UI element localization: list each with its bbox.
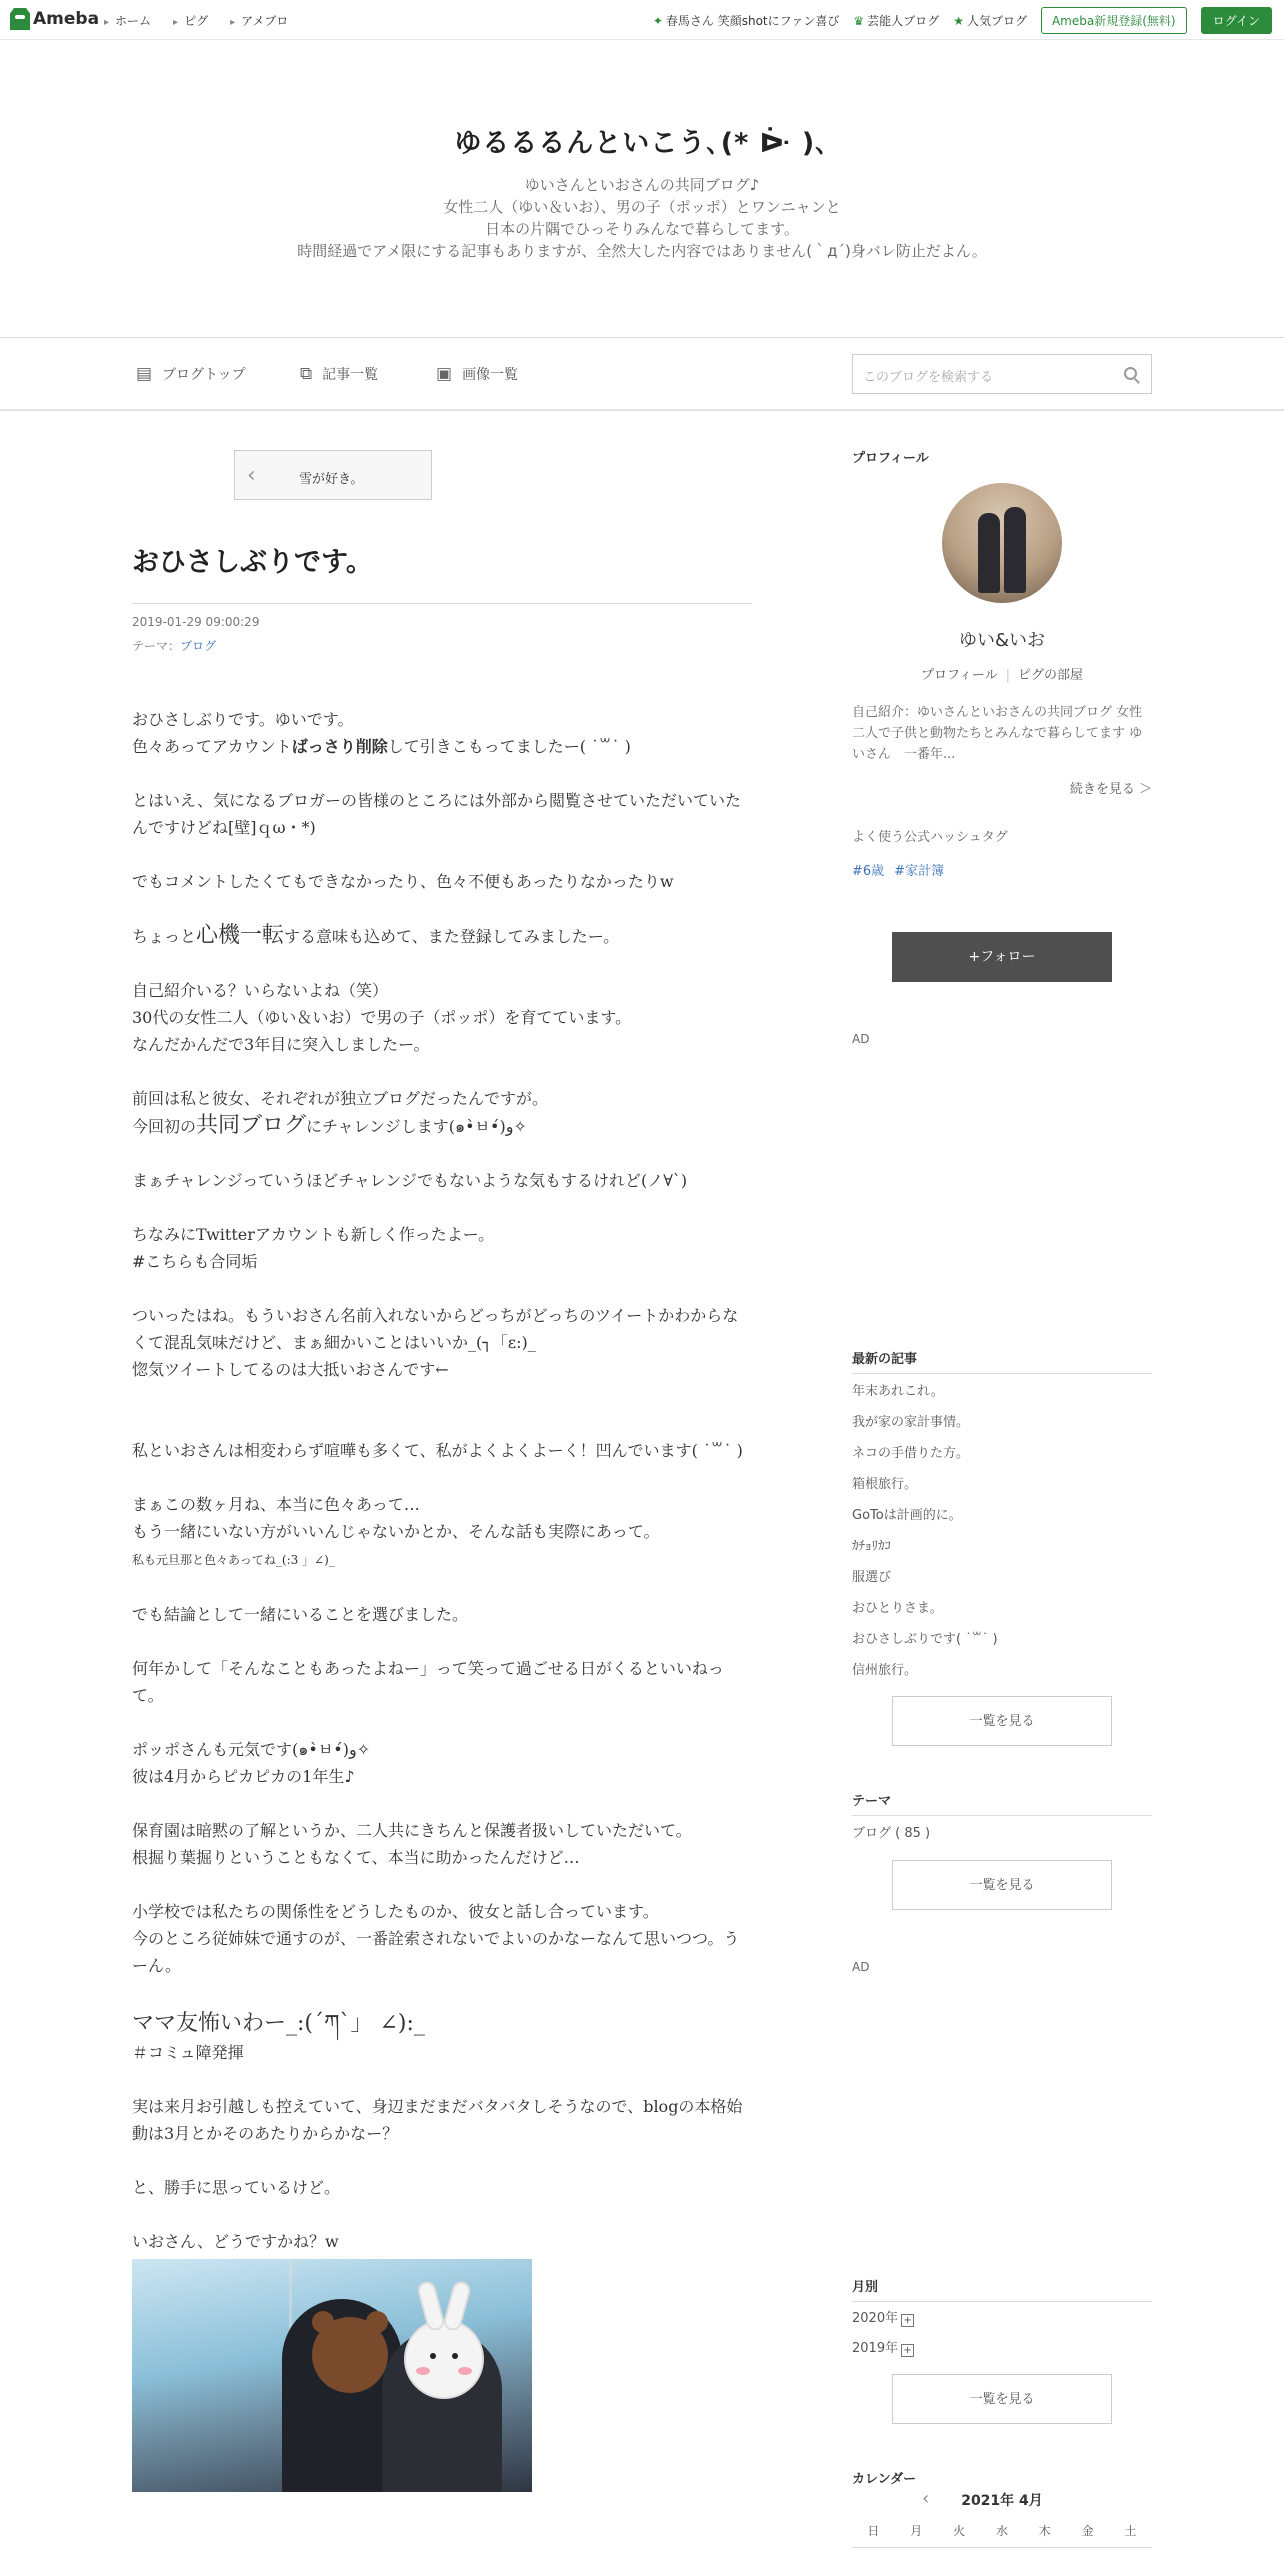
bunny-sticker-icon	[404, 2319, 484, 2399]
article-theme-link[interactable]: ブログ	[180, 639, 217, 653]
article-title[interactable]: おひさしぶりです。	[132, 540, 752, 604]
blog-description: ゆいさんといおさんの共同ブログ♪ 女性二人（ゆい＆いお）、男の子（ポッポ）とワンニャンと 日本の片隅でひっそりみんなで暮らしてます。 時間経過でアメ限にする記事もありますが、全然大した内容ではありません(｀д´)身バレ防止だよん。	[297, 176, 987, 260]
global-nav	[104, 12, 288, 29]
theme-heading: テーマ	[852, 1790, 1152, 1816]
article-date: 2019-01-29 09:00:29	[132, 615, 260, 629]
pig-room-link[interactable]: ピグの部屋	[1018, 668, 1084, 683]
expand-icon[interactable]: +	[901, 2314, 914, 2327]
hashtag-heading: よく使う公式ハッシュタグ	[852, 830, 1008, 845]
monthly-heading: 月別	[852, 2276, 1152, 2302]
expand-icon[interactable]: +	[901, 2344, 914, 2357]
article-subheading: ママ友怖いわー_:(´ཀ`」 ∠):_	[132, 2011, 425, 2036]
nav-image-list[interactable]: ▣ 画像一覧	[436, 364, 519, 384]
profile-name[interactable]: ゆい&いお	[958, 630, 1046, 651]
chevron-left-icon[interactable]: ‹	[922, 2488, 930, 2509]
list-item[interactable]: ブログ ( 85 )	[852, 1826, 931, 1841]
blog-header	[0, 41, 1284, 337]
ad-label: AD	[852, 1960, 870, 1974]
recent-heading: 最新の記事	[852, 1348, 1152, 1374]
document-icon: ▤	[136, 364, 153, 384]
star-icon: ✦	[652, 14, 663, 28]
blog-search-input[interactable]: このブログを検索する	[852, 354, 1152, 394]
profile-heading: プロフィール	[852, 451, 929, 466]
article-photo[interactable]	[132, 2259, 532, 2492]
list-item[interactable]: GoToは計画的に。	[852, 1508, 962, 1523]
nav-blog-top[interactable]: ▤ ブログトップ	[136, 364, 246, 384]
celebrity-blog-link[interactable]: ♛ 芸能人ブログ	[853, 14, 940, 28]
recent-list	[852, 1376, 1152, 1686]
ameba-logo[interactable]: Ameba	[10, 8, 99, 30]
calendar-weekdays: 日 月 火 水 木 金 土	[852, 2522, 1152, 2548]
news-link[interactable]: ✦ 春馬さん 笑顔shotにファン喜び	[652, 14, 840, 28]
blog-title[interactable]: ゆるるるんといこう､(* ᐕ )､	[454, 128, 830, 159]
popular-blog-link[interactable]: ★ 人気ブログ	[953, 14, 1027, 28]
prev-article-button[interactable]: ‹ 雪が好き。	[234, 450, 432, 500]
calendar-heading: カレンダー	[852, 2472, 917, 2487]
camera-icon: ▣	[436, 364, 453, 384]
ameba-logo-icon	[10, 8, 30, 30]
global-right-links	[653, 7, 1272, 34]
calendar-month: ‹ 2021年 4月	[922, 2488, 1043, 2509]
star-icon: ★	[953, 14, 964, 28]
list-item[interactable]: 信州旅行。	[852, 1663, 918, 1678]
list-item[interactable]: ネコの手借りた方。	[852, 1446, 970, 1461]
theme-more-button[interactable]: 一覧を見る	[892, 1860, 1112, 1910]
blog-nav	[0, 337, 1284, 411]
nav-home[interactable]: ▸ ホーム	[104, 12, 151, 29]
hashtag-list	[852, 860, 954, 879]
global-header	[0, 0, 1284, 40]
signup-button[interactable]: Ameba新規登録(無料)	[1041, 7, 1187, 34]
read-more-link[interactable]: 続きを見る ＞	[1069, 782, 1152, 797]
month-2020[interactable]: 2020年 +	[852, 2304, 1152, 2334]
hashtag-link[interactable]: #こちらも合同垢	[132, 1252, 258, 1271]
list-item[interactable]: 年末あれこれ。	[852, 1384, 944, 1399]
hashtag-6sai[interactable]: #6歳	[852, 864, 885, 879]
ad-label: AD	[852, 1032, 870, 1046]
profile-links: プロフィール | ピグの部屋	[920, 668, 1084, 683]
crown-icon: ♛	[853, 14, 865, 28]
list-item[interactable]: 箱根旅行。	[852, 1477, 918, 1492]
nav-article-list[interactable]: ⧉ 記事一覧	[300, 364, 379, 384]
login-button[interactable]: ログイン	[1201, 7, 1272, 34]
list-item[interactable]: 服選び	[852, 1570, 892, 1585]
chevron-left-icon: ‹	[247, 463, 256, 488]
profile-intro: 自己紹介：ゆいさんといおさんの共同ブログ 女性二人で子供と動物たちとみんなで暮らしてます ゆいさん 一番年...	[852, 705, 1143, 762]
search-icon[interactable]	[1124, 367, 1137, 380]
nav-pig[interactable]: ▸ ピグ	[173, 12, 208, 29]
article-meta: 2019-01-29 09:00:29 テーマ：ブログ	[132, 610, 259, 658]
recent-more-button[interactable]: 一覧を見る	[892, 1696, 1112, 1746]
list-item[interactable]: ｶﾁｮﾘｶｺ	[852, 1539, 891, 1554]
list-item[interactable]: おひとりさま。	[852, 1601, 944, 1616]
bear-sticker-icon	[312, 2317, 388, 2393]
monthly-more-button[interactable]: 一覧を見る	[892, 2374, 1112, 2424]
hashtag-kakeibo[interactable]: #家計簿	[894, 864, 945, 879]
theme-list	[852, 1818, 1152, 1849]
copy-icon: ⧉	[300, 364, 313, 384]
profile-link[interactable]: プロフィール	[920, 668, 998, 683]
list-item[interactable]: 我が家の家計事情。	[852, 1415, 970, 1430]
nav-ameblo[interactable]: ▸ アメブロ	[230, 12, 288, 29]
month-2019[interactable]: 2019年 +	[852, 2334, 1152, 2364]
month-list	[852, 2304, 1152, 2364]
list-item[interactable]: おひさしぶりです( ˙꒳˙ )	[852, 1632, 998, 1647]
follow-button[interactable]: +フォロー	[892, 932, 1112, 982]
avatar[interactable]	[942, 483, 1062, 603]
article-body: おひさしぶりです。ゆいです。 色々あってアカウントばっさり削除して引きこもってましたー( ˙꒳˙ ) とはいえ、気になるブロガーの皆様のところには外部から閲覧させていただいていたんですけどね[壁]ｑω・*) でもコメントしたくてもできなかったり、色々不便もあったりなかったりw ちょっと心機一転する意味も込めて、また登録してみましたー。 自己紹介いる？いらないよね（笑） 30代の女性二人（ゆい＆いお）で男の子（ポッポ）を育てています。 なんだかんだで3年目に突入しましたー。 前回は私と彼女、それぞれが独立ブログだったんですが。 今回初の共同ブログにチャレンジします(๑•̀ㅂ•́)و✧ まぁチャレンジっていうほどチャレンジでもないような気もするけれど(ノ∀`) ちなみにTwitterアカウントも新しく作ったよー。 #こちらも合同垢 ついったはね。もういおさん名前入れないからどっちがどっちのツイートかわからなくて混乱気味だけど、まぁ細かいことはいいか_(┐「ε:)_ 惚気ツイートしてるのは大抵いおさんです← 私といおさんは相変わらず喧嘩も多くて、私がよくよくよーく！凹んでいます( ˙꒳˙ ) まぁこの数ヶ月ね、本当に色々あって… もう一緒にいない方がいいんじゃないかとか、そんな話も実際にあって。 私も元旦那と色々あってね_(:3 」∠)_ でも結論として一緒にいることを選びました。 何年かして「そんなこともあったよねー」って笑って過ごせる日がくるといいねって。 ポッポさんも元気です(๑•̀ㅂ•́)و✧ 彼は4月からピカピカの1年生♪ 保育園は暗黙の了解というか、二人共にきちんと保護者扱いしていただいて。 根掘り葉掘りということもなくて、本当に助かったんだけど… 小学校では私たちの関係性をどうしたものか、彼女と話し合っています。 今のところ従姉妹で通すのが、一番詮索されないでよいのかなーなんて思いつつ。うーん。 ママ友怖いわー_:(´ཀ`」 ∠):_ ＃コミュ障発揮 実は来月お引越しも控えていて、身辺まだまだバタバタしそうなので、blogの本格始動は3月とかそのあたりからかなー？ と、勝手に思っているけど。 いおさん、どうですかね？w	[132, 706, 752, 2492]
